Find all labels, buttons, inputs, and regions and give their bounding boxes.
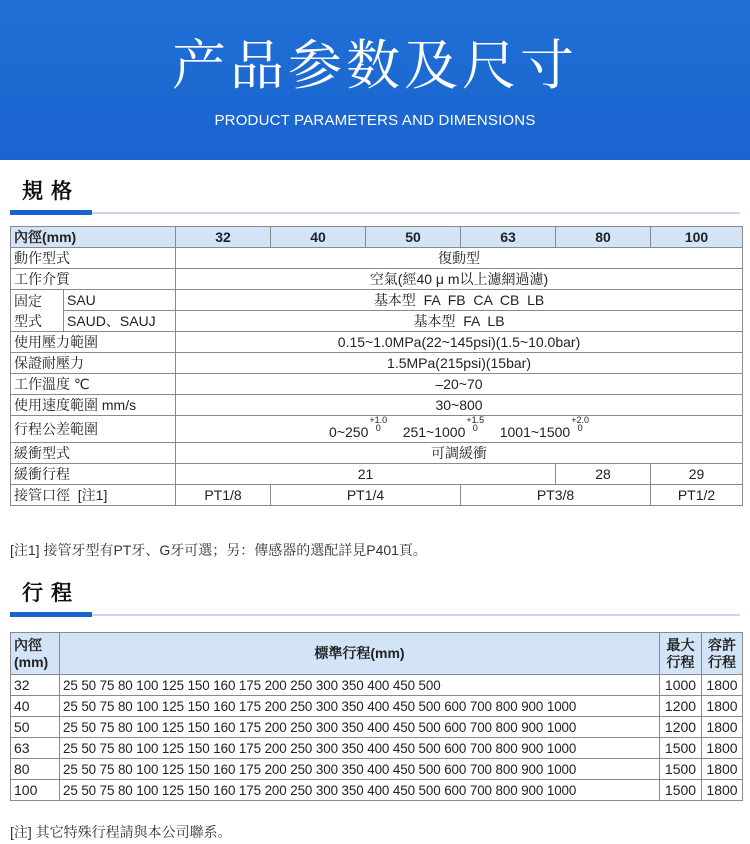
allowable-stroke: 1800 (702, 717, 743, 738)
stroke-bore: 63 (11, 738, 60, 759)
max-stroke: 1500 (660, 738, 702, 759)
max-stroke: 1000 (660, 675, 702, 696)
row-label: 工作介質 (11, 269, 176, 290)
tolerance-lower-1: 0 (375, 423, 381, 433)
spec-row-action (11, 248, 743, 269)
cushion-stroke-80: 28 (556, 464, 651, 485)
standard-strokes: 25 50 75 80 100 125 150 160 175 200 250 300 350 400 450 500 600 700 800 900 1000 (60, 738, 660, 759)
allowable-stroke-header-line2: 行程 (708, 653, 736, 670)
spec-note: [注1] 接管牙型有PT牙、G牙可選；另：傳感器的選配詳見P401頁。 (10, 542, 427, 558)
max-stroke: 1500 (660, 759, 702, 780)
max-stroke-header (660, 633, 702, 675)
fixed-type-label-line2: 型式 (14, 312, 42, 329)
spec-row-proof (11, 353, 743, 374)
standard-strokes: 25 50 75 80 100 125 150 160 175 200 250 300 350 400 450 500 600 700 800 900 1000 (60, 780, 660, 801)
tolerance-range-3: 1001~1500 (499, 424, 571, 440)
stroke-bore: 50 (11, 717, 60, 738)
spec-header-row (11, 227, 743, 248)
table-row (11, 717, 743, 738)
table-row (11, 759, 743, 780)
spec-section-heading (10, 176, 740, 214)
bore-80: 80 (556, 227, 651, 248)
row-value: 空氣(經40 μ m以上濾網過濾) (176, 269, 743, 290)
stroke-section-accent (10, 612, 92, 617)
spec-row-cushion-stroke (11, 464, 743, 485)
max-stroke: 1500 (660, 780, 702, 801)
bore-100: 100 (651, 227, 743, 248)
bore-header: 內徑(mm) (11, 227, 176, 248)
tolerance-upper-3: +2.0 (571, 415, 589, 425)
fixed-type-label (11, 290, 64, 332)
spec-row-tolerance (11, 416, 743, 443)
cushion-stroke-100: 29 (651, 464, 743, 485)
tolerance-upper-2: +1.5 (466, 415, 485, 425)
row-label: 緩衝行程 (11, 464, 176, 485)
row-label: 工作溫度 ℃ (11, 374, 176, 395)
stroke-section-divider (10, 614, 740, 616)
tolerance-value (176, 416, 743, 443)
allowable-stroke: 1800 (702, 696, 743, 717)
max-stroke: 1200 (660, 696, 702, 717)
bore-40: 40 (271, 227, 366, 248)
standard-strokes: 25 50 75 80 100 125 150 160 175 200 250 300 350 400 450 500 (60, 675, 660, 696)
tolerance-range-2: 251~1000 (402, 424, 466, 440)
header-banner (0, 0, 750, 160)
spec-table (10, 226, 743, 506)
row-value: 30~800 (176, 395, 743, 416)
page-subtitle: PRODUCT PARAMETERS AND DIMENSIONS (214, 112, 536, 129)
row-value: 基本型 FA LB (176, 311, 743, 332)
tolerance-lower-2: 0 (472, 423, 478, 433)
max-stroke-header-line2: 行程 (666, 653, 695, 670)
row-label: 動作型式 (11, 248, 176, 269)
spec-section-divider (10, 212, 740, 214)
stroke-bore: 100 (11, 780, 60, 801)
stroke-table (10, 632, 743, 801)
standard-stroke-header: 標準行程(mm) (60, 633, 660, 675)
row-label: 使用壓力範圍 (11, 332, 176, 353)
tolerance-lower-3: 0 (577, 423, 583, 433)
stroke-bore-header-line2: (mm) (14, 653, 49, 670)
row-value: –20~70 (176, 374, 743, 395)
port-100: PT1/2 (651, 485, 743, 506)
row-value: 可調緩衝 (176, 443, 743, 464)
spec-row-medium (11, 269, 743, 290)
row-label: SAU (64, 290, 176, 311)
fixed-type-label-line1: 固定 (14, 292, 42, 309)
allowable-stroke-header (702, 633, 743, 675)
spec-section-accent (10, 210, 92, 215)
bore-63: 63 (461, 227, 556, 248)
spec-row-cushion-type (11, 443, 743, 464)
allowable-stroke: 1800 (702, 759, 743, 780)
row-label: 保證耐壓力 (11, 353, 176, 374)
table-row (11, 780, 743, 801)
page-title: 产品参数及尺寸 (172, 34, 578, 97)
stroke-note: [注] 其它特殊行程請與本公司聯系。 (10, 824, 232, 840)
row-value: 復動型 (176, 248, 743, 269)
port-63-80: PT3/8 (461, 485, 651, 506)
spec-row-sauj (11, 311, 743, 332)
spec-row-temp (11, 374, 743, 395)
stroke-bore: 40 (11, 696, 60, 717)
spec-row-speed (11, 395, 743, 416)
row-label: 行程公差範圍 (11, 416, 176, 443)
stroke-section-heading (10, 578, 740, 616)
bore-32: 32 (176, 227, 271, 248)
tolerance-range-1: 0~250 (329, 424, 369, 440)
allowable-stroke-header-line1: 容許 (708, 636, 736, 653)
max-stroke: 1200 (660, 717, 702, 738)
tolerance-limits-3 (571, 416, 589, 432)
stroke-bore: 32 (11, 675, 60, 696)
max-stroke-header-line1: 最大 (666, 636, 695, 653)
row-label: 使用速度範圍 mm/s (11, 395, 176, 416)
stroke-section-title: 行程 (22, 581, 80, 605)
standard-strokes: 25 50 75 80 100 125 150 160 175 200 250 300 350 400 450 500 600 700 800 900 1000 (60, 759, 660, 780)
standard-strokes: 25 50 75 80 100 125 150 160 175 200 250 300 350 400 450 500 600 700 800 900 1000 (60, 717, 660, 738)
tolerance-upper-1: +1.0 (369, 415, 388, 425)
cushion-stroke-32-63: 21 (176, 464, 556, 485)
row-value: 1.5MPa(215psi)(15bar) (176, 353, 743, 374)
port-32: PT1/8 (176, 485, 271, 506)
row-label: 緩衝型式 (11, 443, 176, 464)
spec-section-title: 規格 (22, 179, 80, 203)
tolerance-limits-2 (466, 416, 484, 432)
spec-row-port (11, 485, 743, 506)
allowable-stroke: 1800 (702, 738, 743, 759)
allowable-stroke: 1800 (702, 675, 743, 696)
tolerance-limits-1 (369, 416, 387, 432)
stroke-bore-header (11, 633, 60, 675)
port-40-50: PT1/4 (271, 485, 461, 506)
spec-row-pressure (11, 332, 743, 353)
table-row (11, 675, 743, 696)
stroke-header-row (11, 633, 743, 675)
row-value: 0.15~1.0MPa(22~145psi)(1.5~10.0bar) (176, 332, 743, 353)
table-row (11, 738, 743, 759)
table-row (11, 696, 743, 717)
stroke-bore-header-line1: 內徑 (14, 636, 42, 653)
stroke-bore: 80 (11, 759, 60, 780)
row-label: SAUD、SAUJ (64, 311, 176, 332)
row-value: 基本型 FA FB CA CB LB (176, 290, 743, 311)
bore-50: 50 (366, 227, 461, 248)
row-label: 接管口徑 [注1] (11, 485, 176, 506)
spec-row-sau (11, 290, 743, 311)
standard-strokes: 25 50 75 80 100 125 150 160 175 200 250 300 350 400 450 500 600 700 800 900 1000 (60, 696, 660, 717)
allowable-stroke: 1800 (702, 780, 743, 801)
